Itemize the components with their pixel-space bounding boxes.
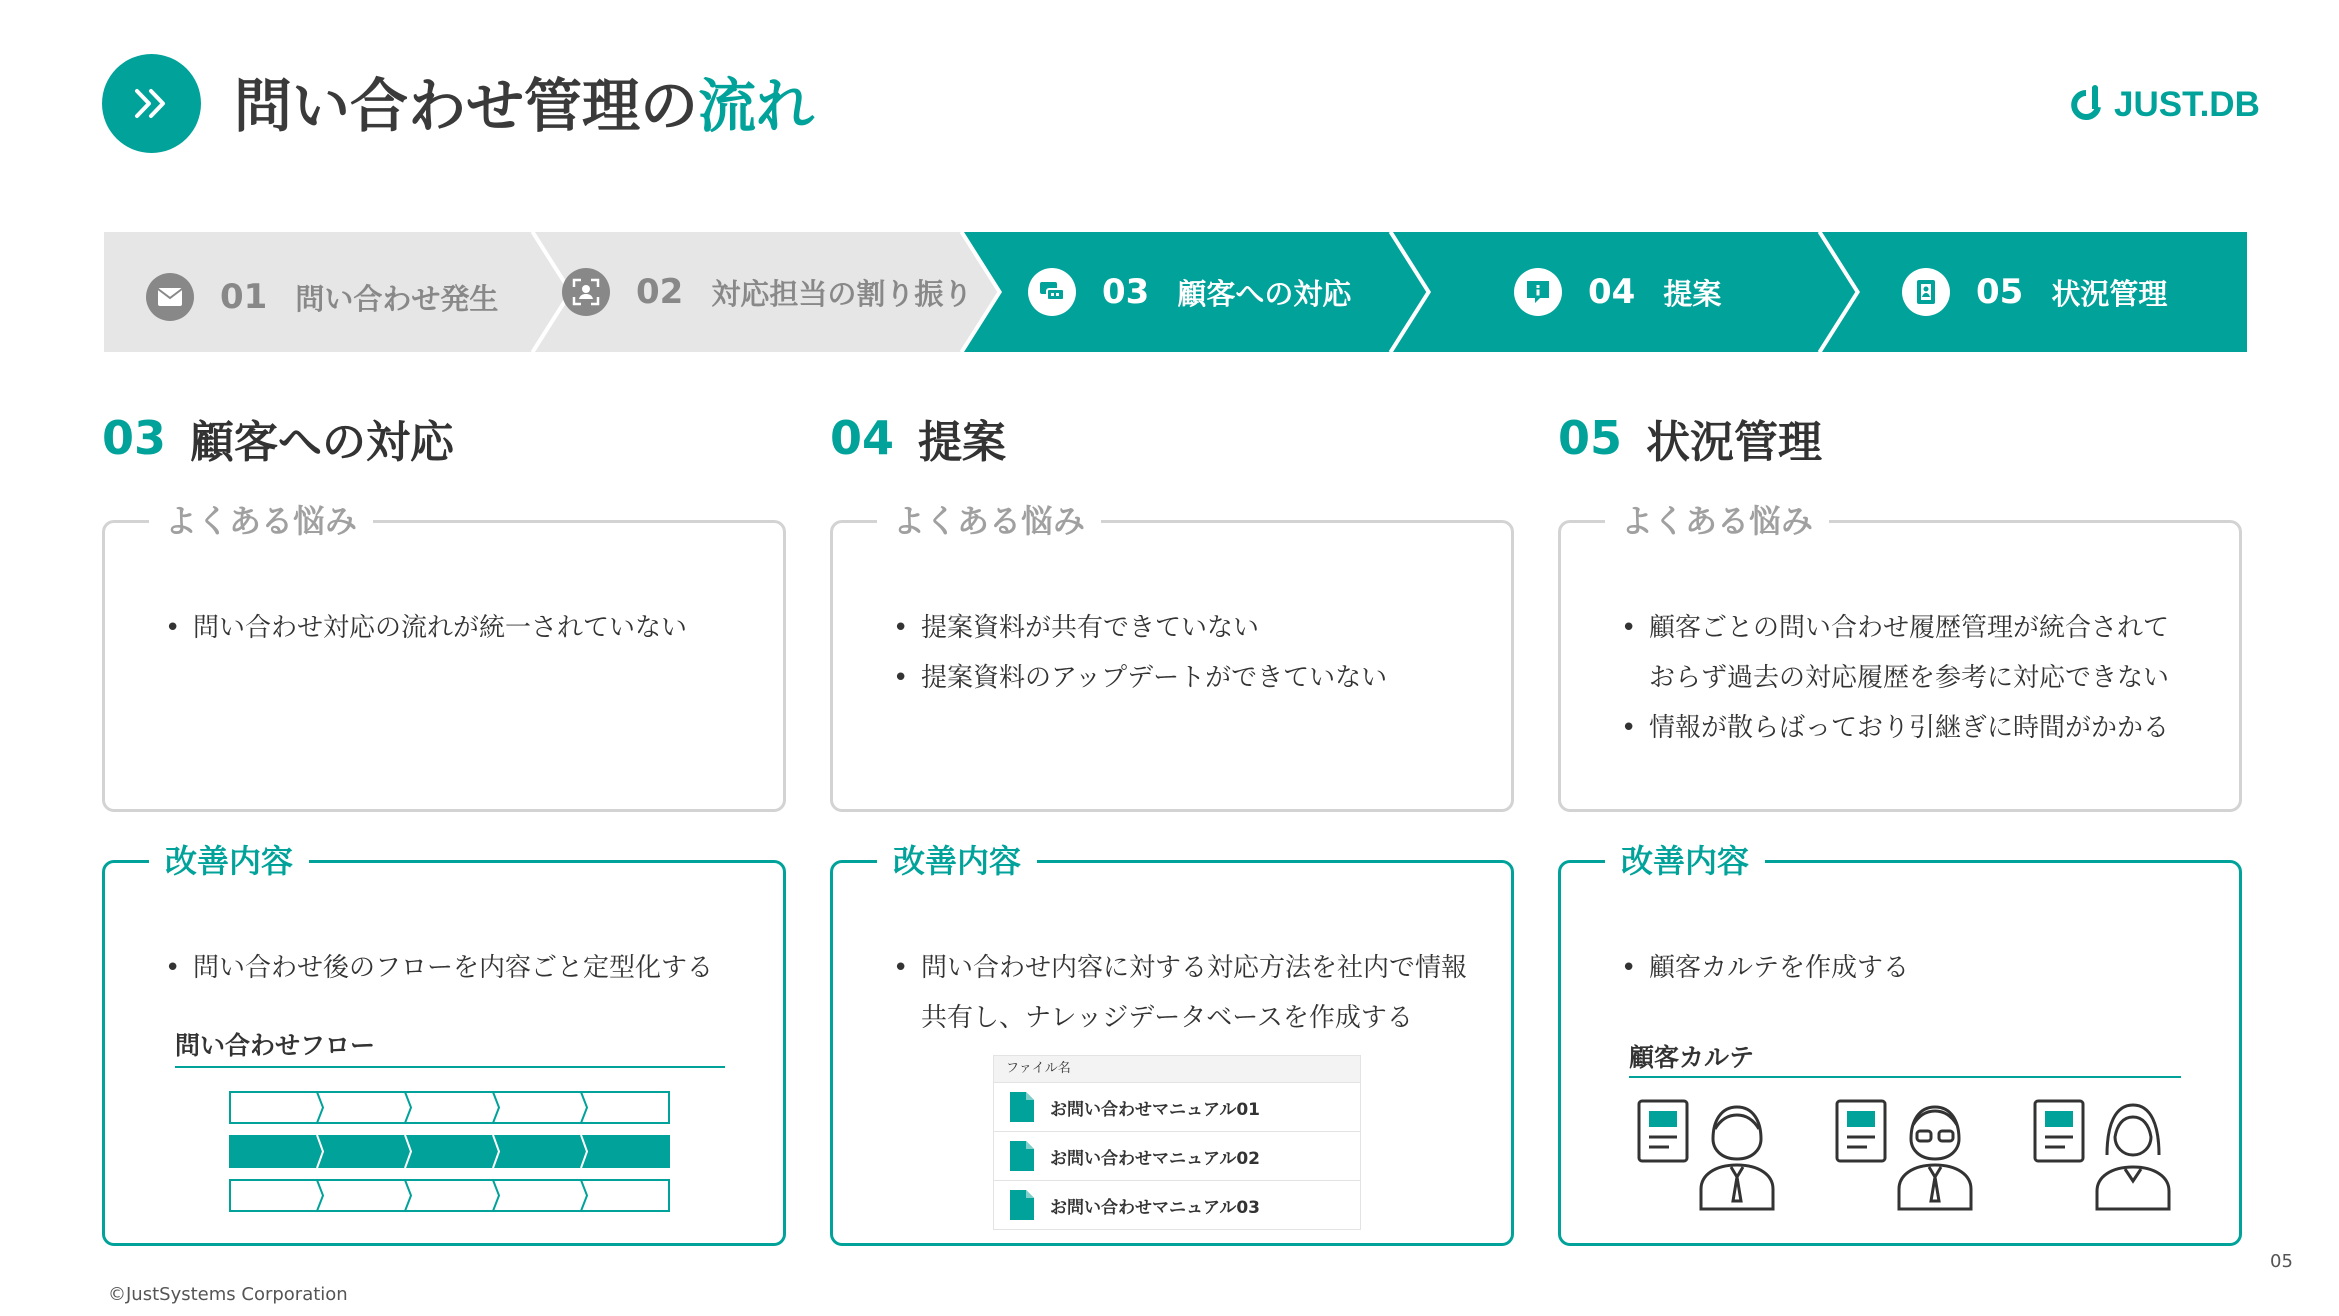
column-number: 04 — [830, 411, 895, 465]
mail-icon — [146, 273, 194, 321]
step-04[interactable] — [1514, 232, 1721, 352]
improve-list — [1621, 943, 2209, 993]
improve-label: 改善内容 — [877, 839, 1037, 883]
step-02[interactable] — [562, 232, 972, 352]
flow-row-2 — [229, 1135, 670, 1168]
file-table — [993, 1055, 1361, 1230]
page-title-main: 問い合わせ管理の — [234, 72, 699, 140]
problems-box-03 — [102, 502, 786, 812]
page-number: 05 — [2270, 1251, 2293, 1272]
file-name: お問い合わせマニュアル01 — [1050, 1099, 1260, 1120]
column-number: 05 — [1558, 411, 1623, 465]
step-label: 顧客への対応 — [1177, 276, 1352, 311]
document-icon — [1010, 1141, 1034, 1171]
step-label: 問い合わせ発生 — [295, 281, 499, 316]
problems-label: よくある悩み — [149, 499, 373, 543]
info-icon — [1514, 268, 1562, 316]
logo — [2066, 82, 2260, 128]
column-title: 状況管理 — [1646, 417, 1823, 468]
problem-item: • 顧客ごとの問い合わせ履歴管理が統合されておらず過去の対応履歴を参考に対応できない — [1621, 603, 2179, 703]
column-heading-03 — [102, 408, 454, 468]
copyright: ©JustSystems Corporation — [108, 1284, 348, 1305]
karte-title-rule — [1629, 1076, 2181, 1078]
double-chevron-right-icon — [129, 81, 174, 126]
improve-box-05 — [1558, 842, 2242, 1246]
problem-item: • 問い合わせ対応の流れが統一されていない — [165, 603, 753, 653]
improve-list — [893, 943, 1481, 1043]
customer-karte-woman-icon — [2033, 1093, 2183, 1211]
step-label: 対応担当の割り振り — [711, 276, 973, 311]
process-steps — [104, 232, 2247, 352]
header-badge — [102, 54, 201, 153]
problems-label: よくある悩み — [877, 499, 1101, 543]
problems-list — [1621, 603, 2179, 753]
step-number: 05 — [1976, 272, 2024, 312]
step-label: 提案 — [1663, 276, 1722, 311]
column-number: 03 — [102, 411, 167, 465]
problems-list — [893, 603, 1481, 703]
improve-list — [165, 943, 753, 993]
improve-label: 改善内容 — [149, 839, 309, 883]
logo-mark-icon — [2066, 85, 2106, 125]
step-number: 03 — [1102, 272, 1150, 312]
step-number: 04 — [1588, 272, 1636, 312]
step-label: 状況管理 — [2051, 276, 2168, 311]
file-row[interactable] — [994, 1181, 1360, 1229]
person-frame-icon — [562, 268, 610, 316]
problem-item: • 情報が散らばっており引継ぎに時間がかかる — [1621, 703, 2179, 753]
column-heading-04 — [830, 408, 1006, 468]
flow-row-1 — [229, 1091, 670, 1124]
improve-item: • 問い合わせ内容に対する対応方法を社内で情報共有し、ナレッジデータベースを作成する — [893, 943, 1481, 1043]
customer-karte-man-icon — [1637, 1093, 1787, 1211]
file-name: お問い合わせマニュアル02 — [1050, 1148, 1260, 1169]
file-name: お問い合わせマニュアル03 — [1050, 1197, 1260, 1218]
problem-item: • 提案資料のアップデートができていない — [893, 653, 1481, 703]
improve-box-03 — [102, 842, 786, 1246]
improve-item: • 問い合わせ後のフローを内容ごと定型化する — [165, 943, 753, 993]
column-title: 提案 — [918, 417, 1007, 468]
page-title-accent: 流れ — [698, 72, 815, 140]
problems-box-04 — [830, 502, 1514, 812]
contact-book-icon — [1902, 268, 1950, 316]
step-05[interactable] — [1902, 232, 2167, 352]
step-number: 02 — [636, 272, 684, 312]
problem-item: • 提案資料が共有できていない — [893, 603, 1481, 653]
column-title: 顧客への対応 — [190, 417, 455, 468]
file-table-header: ファイル名 — [994, 1056, 1360, 1083]
step-number: 01 — [220, 277, 268, 317]
logo-text: JUST.DB — [2114, 85, 2260, 124]
improve-label: 改善内容 — [1605, 839, 1765, 883]
problems-box-05 — [1558, 502, 2242, 812]
file-row[interactable] — [994, 1132, 1360, 1181]
improve-item: • 顧客カルテを作成する — [1621, 943, 2209, 993]
page-title — [234, 66, 814, 146]
problems-label: よくある悩み — [1605, 499, 1829, 543]
improve-box-04 — [830, 842, 1514, 1246]
column-heading-05 — [1558, 408, 1822, 468]
chat-icon — [1028, 268, 1076, 316]
problems-list — [165, 603, 753, 653]
karte-title: 顧客カルテ — [1629, 1043, 1755, 1072]
flow-title-rule — [175, 1066, 725, 1068]
customer-karte-glasses-man-icon — [1835, 1093, 1985, 1211]
file-row[interactable] — [994, 1083, 1360, 1132]
document-icon — [1010, 1190, 1034, 1220]
step-01[interactable] — [146, 237, 498, 357]
flow-title: 問い合わせフロー — [175, 1031, 376, 1060]
flow-row-3 — [229, 1179, 670, 1212]
step-03[interactable] — [1028, 232, 1351, 352]
document-icon — [1010, 1092, 1034, 1122]
